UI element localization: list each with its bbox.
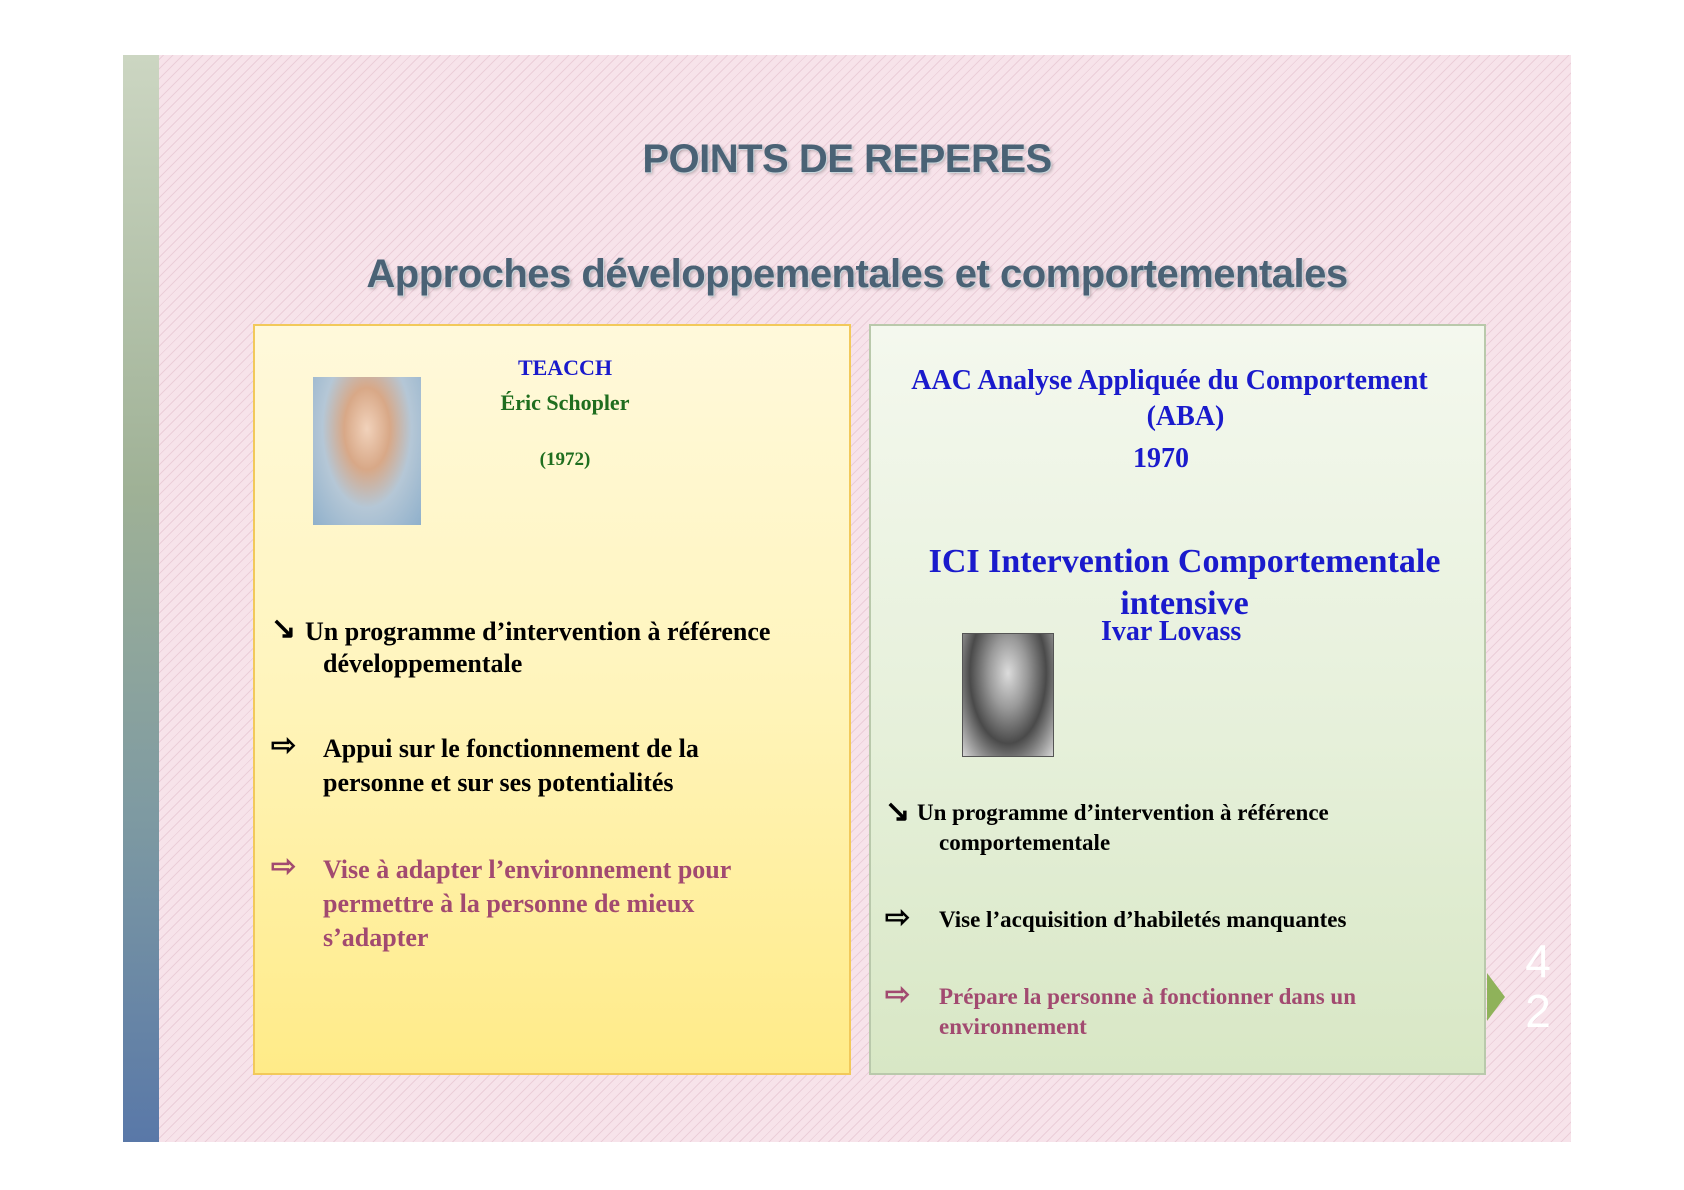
aba-heading: AAC Analyse Appliquée du Comportement (ABA) bbox=[911, 365, 1428, 432]
teacch-label: TEACCH bbox=[517, 355, 613, 380]
slide bbox=[123, 55, 1571, 1142]
eric-schopler-photo bbox=[313, 377, 421, 525]
teacch-bullet-3: Vise à adapter l’environnement pour permettre à la personne de mieux s’adapter bbox=[323, 855, 732, 952]
teacch-bullet-2: Appui sur le fonctionnement de la personne et sur ses potentialités bbox=[323, 734, 699, 797]
ici-author: Ivar Lovass bbox=[1101, 616, 1242, 647]
ivar-lovass-photo bbox=[962, 633, 1054, 757]
corner-arrow-icon: ↘ bbox=[271, 612, 297, 645]
ici-heading: ICI Intervention Comportementale intensive bbox=[928, 543, 1441, 622]
corner-arrow-icon: ↘ bbox=[885, 795, 911, 828]
hollow-arrow-icon: ⇨ bbox=[271, 850, 297, 883]
sidebar-gradient-bar bbox=[123, 55, 159, 1142]
teacch-panel bbox=[253, 324, 851, 1075]
aba-bullet-3: Prépare la personne à fonctionner dans un environnement bbox=[939, 984, 1357, 1039]
hollow-arrow-icon: ⇨ bbox=[271, 729, 297, 762]
page-title: POINTS DE REPERES bbox=[642, 137, 1052, 181]
hollow-arrow-icon: ⇨ bbox=[885, 901, 911, 934]
page-subtitle: Approches développementales et comportementales bbox=[366, 252, 1348, 296]
slide-number-arrow-icon bbox=[1487, 973, 1505, 1021]
teacch-author: Éric Schopler bbox=[500, 390, 630, 415]
hollow-arrow-icon: ⇨ bbox=[885, 978, 911, 1011]
aba-bullet-1: Un programme d’intervention à référence comportementale bbox=[917, 800, 1329, 855]
aba-panel bbox=[869, 324, 1486, 1075]
teacch-year: (1972) bbox=[539, 449, 591, 470]
slide-number: 4 2 bbox=[1525, 935, 1551, 1037]
aba-year: 1970 bbox=[1133, 443, 1189, 474]
teacch-bullet-1: Un programme d’intervention à référence développementale bbox=[305, 617, 771, 678]
aba-bullet-2: Vise l’acquisition d’habiletés manquantes bbox=[939, 907, 1347, 932]
